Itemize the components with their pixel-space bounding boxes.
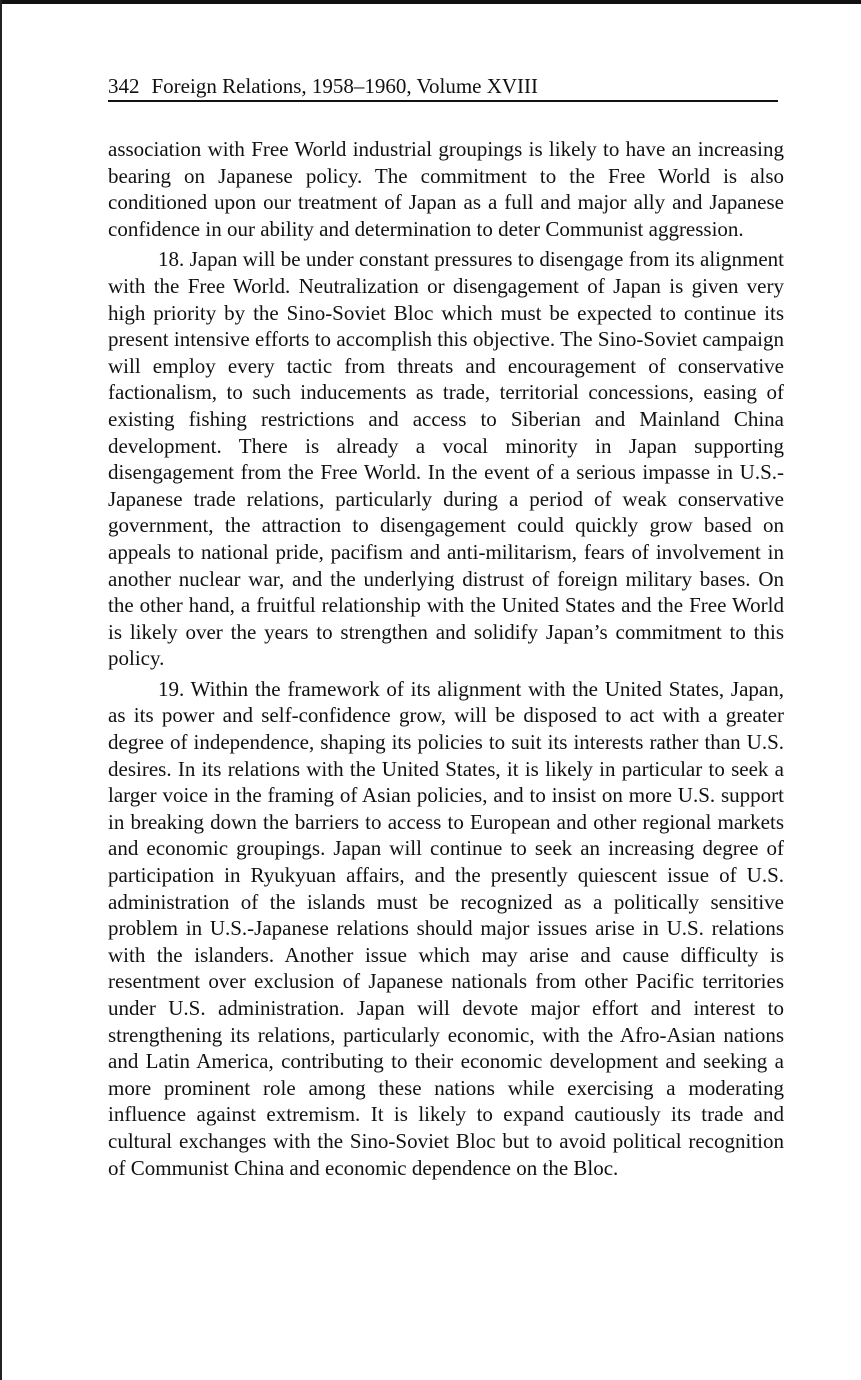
body-text — [108, 136, 784, 1185]
page-top-edge — [0, 0, 861, 4]
running-title: Foreign Relations, 1958–1960, Volume XVIII — [151, 74, 539, 98]
page-left-edge — [0, 0, 2, 1380]
running-head — [108, 72, 778, 102]
paragraph-18: 18. Japan will be under constant pressures to disengage from its alignment with the Free World. Neutralization or disengagement of Japan is given very high priority by the Sino-Soviet Bloc which must be expected to continue its present intensive efforts to accomplish this objective. The Sino-Soviet campaign will employ every tactic from threats and encouragement of conservative factionalism, to such inducements as trade, territorial concessions, easing of existing fishing restrictions and access to Siberian and Mainland China development. There is already a vocal minority in Japan supporting disengagement from the Free World. In the event of a serious impasse in U.S.-Japanese trade relations, particularly during a period of weak conservative government, the attraction to disengagement could quickly grow based on appeals to national pride, pacifism and anti-militarism, fears of involvement in another nuclear war, and the underlying distrust of foreign military bases. On the other hand, a fruitful relationship with the United States and the Free World is likely over the years to strengthen and solidify Japan’s commitment to this policy. — [108, 247, 784, 671]
paragraph-continued: association with Free World industrial groupings is likely to have an increasing bearing on Japanese policy. The commitment to the Free World is also conditioned upon our treatment of Japan as a full and major ally and Japanese confidence in our ability and determination to deter Communist aggression. — [108, 137, 784, 241]
paragraph-19: 19. Within the framework of its alignment with the United States, Japan, as its power and self-confidence grow, will be disposed to act with a greater degree of independence, shaping its policies to suit its interests rather than U.S. desires. In its relations with the United States, it is likely in particular to seek a larger voice in the framing of Asian policies, and to insist on more U.S. support in breaking down the barriers to access to European and other regional markets and economic groupings. Japan will continue to seek an increasing degree of participation in Ryukyuan affairs, and the presently quiescent issue of U.S. administration of the islands must be recognized as a politically sensitive problem in U.S.-Japanese relations should major issues arise in U.S. relations with the islanders. Another issue which may arise and cause difficulty is resentment over exclusion of Japanese nationals from other Pacific territories under U.S. administration. Japan will devote major effort and interest to strengthening its relations, particularly economic, with the Afro-Asian nations and Latin America, contributing to their economic development and seeking a more prominent role among these nations while exercising a moderating influence against extremism. It is likely to expand cautiously its trade and cultural exchanges with the Sino-Soviet Bloc but to avoid political recognition of Communist China and economic dependence on the Bloc. — [108, 676, 784, 1180]
page-number: 342 — [108, 74, 140, 98]
